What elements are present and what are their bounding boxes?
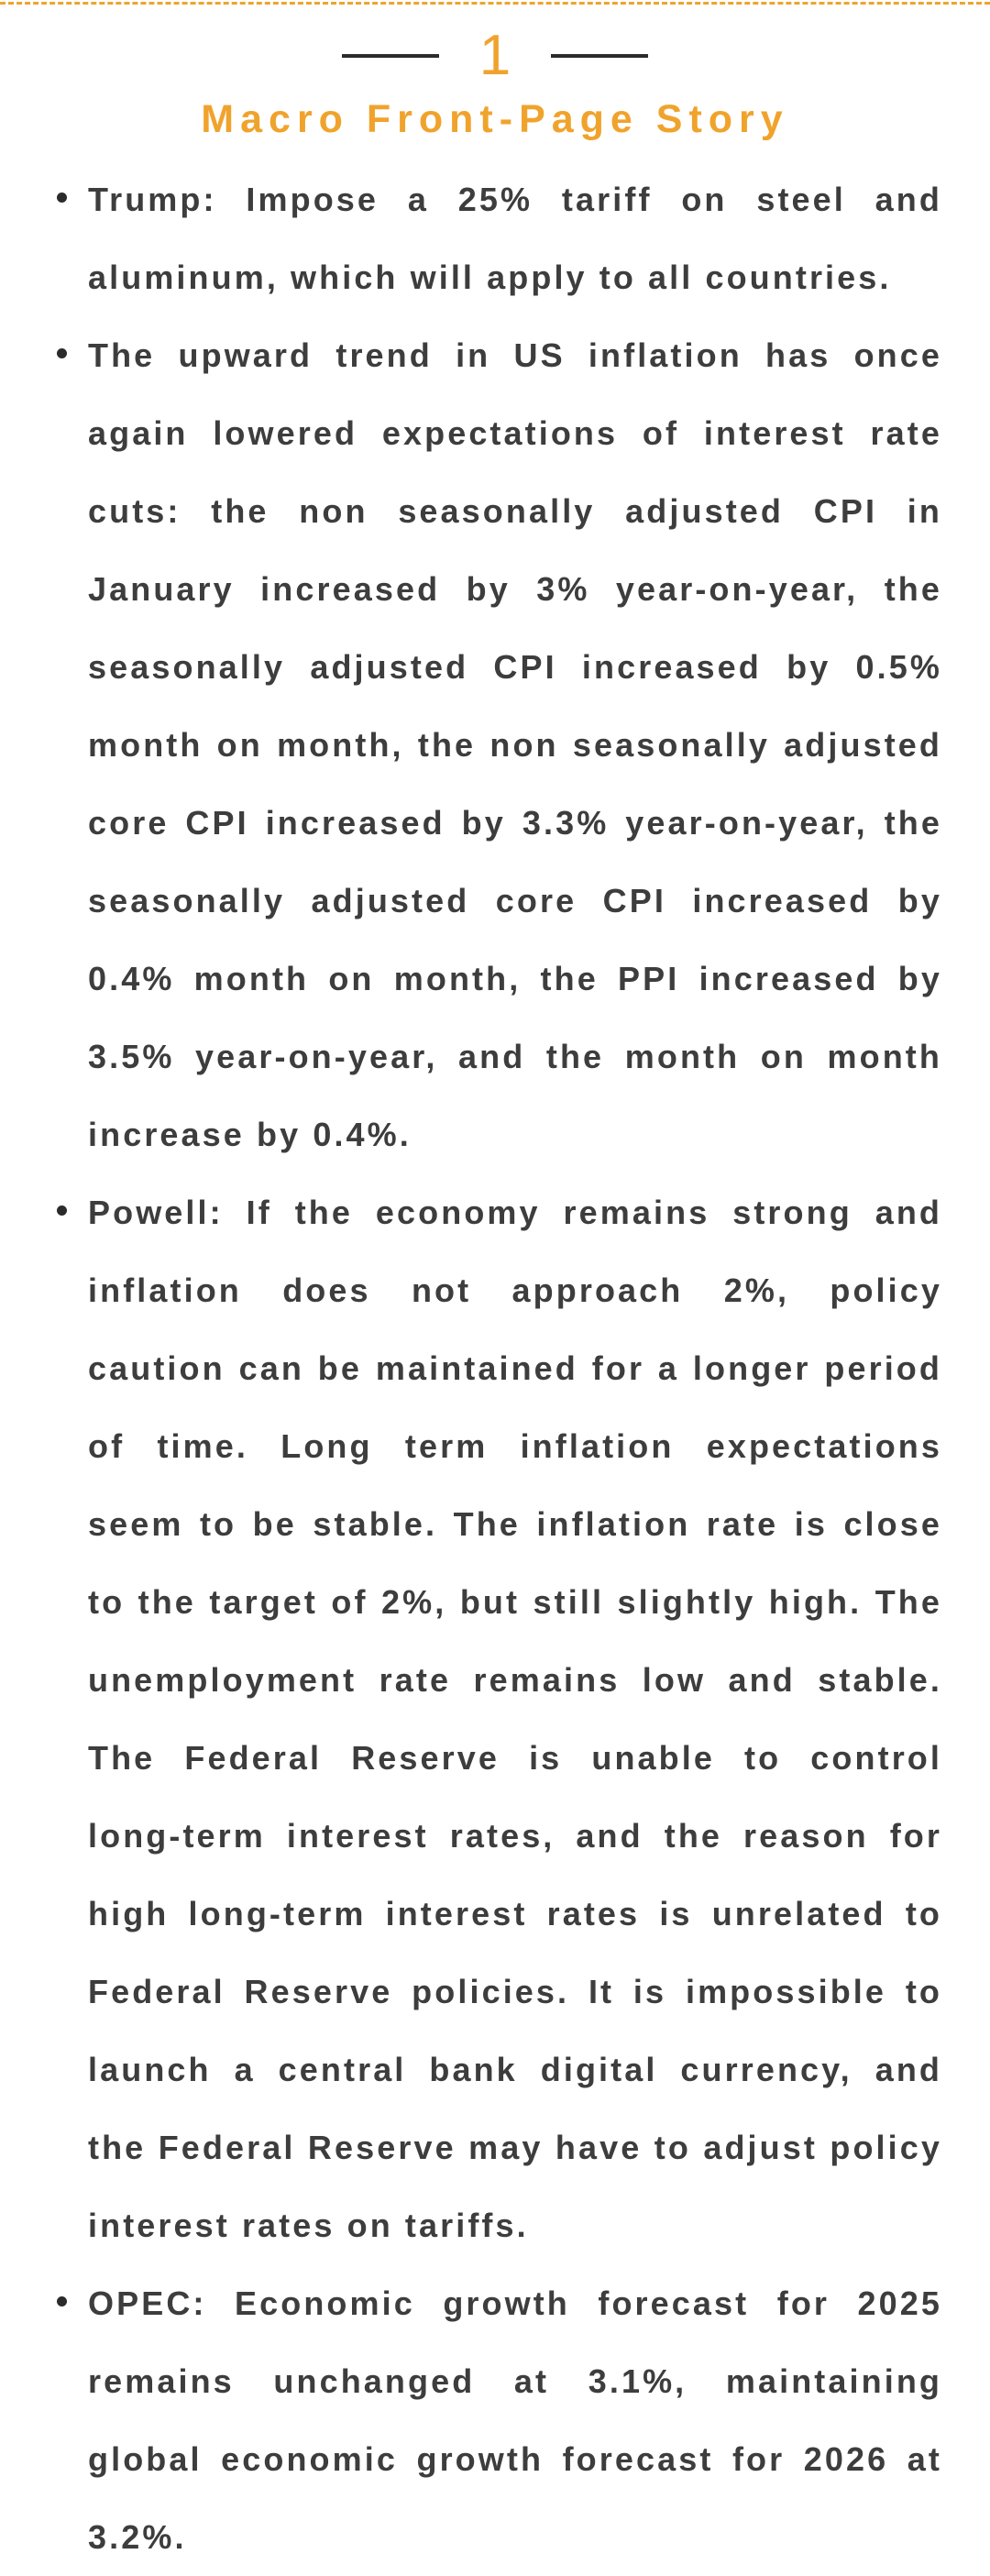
left-rule [342,54,439,58]
right-rule [551,54,648,58]
story-text: The upward trend in US inflation has once again lowered expectations of interest rate cuts: the non seasonally adjusted CPI in January increased by 3% year-on-year, the seasonally adjusted CPI increased by 0.5% month on month, the non seasonally adjusted core CPI increased by 3.3% year-on-year, the seasonally adjusted core CPI increased by 0.4% month on month, the PPI increased by 3.5% year-on-year, and the month on month increase by 0.4%. [88,336,942,1153]
story-text: OPEC: Economic growth forecast for 2025 remains unchanged at 3.1%, maintaining global economic growth forecast for 2026 at 3.2%. [88,2284,942,2556]
story-item-trump-tariff [48,160,942,316]
section-number: 1 [478,24,512,87]
section-header [0,15,990,141]
bullet-dot [57,2296,67,2306]
bullet-dot [57,193,67,203]
bullet-dot [57,348,67,358]
story-item-opec [48,2264,942,2576]
story-item-us-inflation [48,316,942,1173]
section-title: Macro Front-Page Story [201,97,789,141]
story-list [48,160,942,2576]
story-text: Trump: Impose a 25% tariff on steel and aluminum, which will apply to all countries. [88,181,942,296]
bullet-dot [57,1205,67,1216]
story-text: Powell: If the economy remains strong and inflation does not approach 2%, policy caution can be maintained for a longer period of time. Long term inflation expectations seem to be stable. The inflation rate is close to the target of 2%, but still slightly high. The unemployment rate remains low and stable. The Federal Reserve is unable to control long-term interest rates, and the reason for high long-term interest rates is unrelated to Federal Reserve policies. It is impossible to launch a central bank digital currency, and the Federal Reserve may have to adjust policy interest rates on tariffs. [88,1194,942,2244]
story-item-powell [48,1173,942,2264]
section-number-row [0,15,990,97]
dashed-top-border [0,2,990,5]
